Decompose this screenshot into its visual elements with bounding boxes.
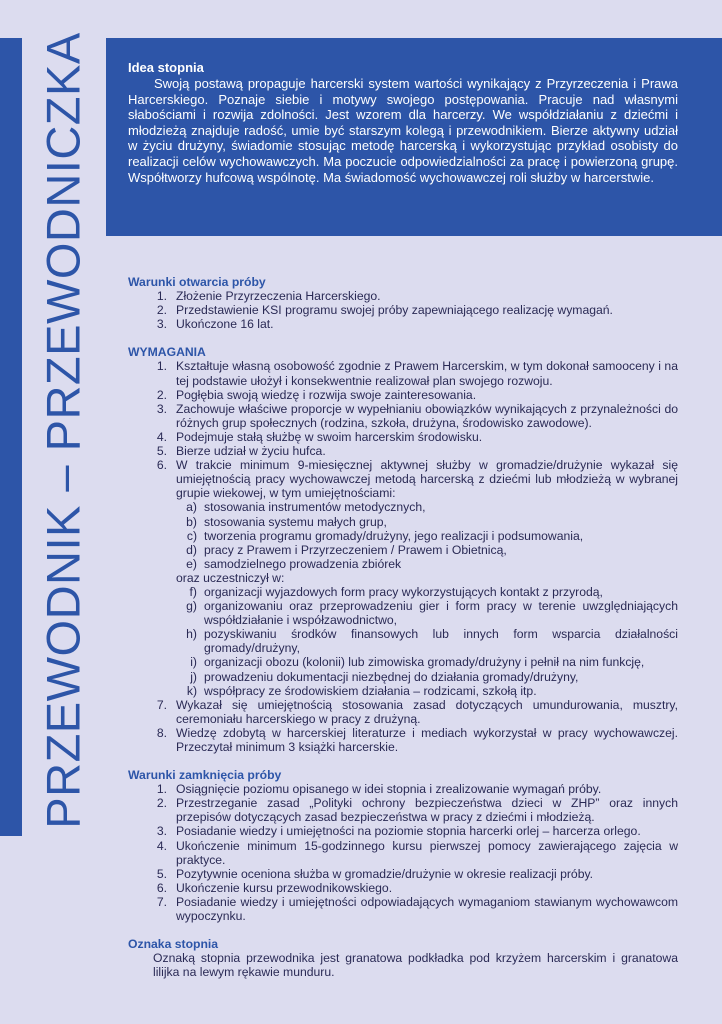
list-item: [176, 585, 678, 599]
list-item: [128, 881, 678, 895]
closing-list: [128, 782, 678, 923]
list-item: [176, 529, 678, 543]
list-item-number: 5.: [156, 866, 167, 881]
list-item: [176, 684, 678, 698]
badge-text: Oznaką stopnia przewodnika jest granatowa podkładka pod krzyżem harcerskim i granatowa lilijka na lewym rękawie munduru.: [153, 951, 678, 980]
list-item-text: organizacji obozu (kolonii) lub zimowiska gromady/drużyny i pełnił na nim funkcję,: [204, 655, 645, 670]
list-item-text: Podejmuje stałą służbę w swoim harcerskim środowisku.: [176, 429, 483, 444]
list-item-text: W trakcie minimum 9-miesięcznej aktywnej służby w gromadzie/drużynie wykazał się umiejętnością pracy wychowawczej metodą harcerską z dziećmi lub młodzieżą w wybranej grupie wiekowej, w tym umiejętnościami:: [176, 458, 678, 501]
list-item-text: Pozytywnie oceniona służba w gromadzie/drużynie w okresie realizacji próby.: [176, 866, 594, 881]
list-item-number: 2.: [156, 796, 167, 811]
list-item: [128, 726, 678, 754]
list-item-text: Wiedzę zdobytą w harcerskiej literaturze i mediach wykorzystał w pracy wychowawczej. Przeczytał minimum 3 książki harcerskie.: [176, 725, 678, 754]
list-item: [176, 557, 678, 571]
list-item-text: organizowaniu oraz przeprowadzeniu gier i form pracy w terenie uwzględniających współdziałanie i współzawodnictwo,: [204, 599, 678, 628]
list-item: [128, 867, 678, 881]
list-item: [128, 698, 678, 726]
list-item-text: Bierze udział w życiu hufca.: [176, 444, 326, 459]
list-item: [128, 303, 678, 317]
skills-sublist: [176, 500, 678, 570]
list-item-text: stosowania systemu małych grup,: [204, 514, 387, 529]
idea-box: [106, 38, 722, 236]
closing-title: Warunki zamknięcia próby: [128, 768, 282, 783]
main-content: [128, 275, 678, 979]
list-item-number: a): [186, 500, 197, 515]
list-item-text: Przedstawienie KSI programu swojej próby zapewniającego realizację wymagań.: [176, 303, 613, 318]
list-item: [128, 430, 678, 444]
list-item: [128, 444, 678, 458]
list-item-number: 5.: [156, 444, 167, 459]
list-item: [128, 402, 678, 430]
list-item: [176, 655, 678, 669]
list-item-text: organizacji wyjazdowych form pracy wykorzystujących kontakt z przyrodą,: [204, 584, 603, 599]
list-item: [176, 500, 678, 514]
list-item-text: pozyskiwaniu środków finansowych lub innych form wsparcia działalności gromady/drużyny,: [204, 627, 678, 656]
list-item-number: c): [186, 528, 197, 543]
list-item-text: tworzenia programu gromady/drużyny, jego realizacji i podsumowania,: [204, 528, 584, 543]
list-item-number: i): [190, 655, 197, 670]
list-item: [176, 543, 678, 557]
participation-sublist: [176, 585, 678, 698]
list-item-number: 2.: [156, 303, 167, 318]
list-item-number: 3.: [156, 824, 167, 839]
list-item: [128, 458, 678, 500]
list-item: [128, 289, 678, 303]
list-item-number: g): [186, 599, 197, 614]
side-title: PRZEWODNIK – PRZEWODNICZKA: [36, 31, 90, 829]
left-accent-bar: [0, 38, 22, 836]
list-item-text: Ukończone 16 lat.: [176, 317, 274, 332]
list-item: [128, 839, 678, 867]
list-item: [128, 317, 678, 331]
list-item-number: 1.: [156, 289, 167, 304]
list-item: [176, 670, 678, 684]
idea-text: Swoją postawą propaguje harcerski system wartości wynikający z Przyrzeczenia i Prawa Harcerskiego. Poznaje siebie i motywy swojego postępowania. Pracuje nad własnymi słabościami i rozwija zdolności. Jest wzorem dla harcerzy. We współdziałaniu z dziećmi i młodzieżą znajduje radość, umie być starszym kolegą i przewodnikiem. Bierze aktywny udział w życiu drużyny, świadomie stosując metodę harcerską i wykorzystując przykład osobisty do realizacji celów wychowawczych. Ma poczucie odpowiedzialności za pracę i powierzoną grupę. Współtworzy hufcową wspólnotę. Ma świadomość wychowawczej roli służby w harcerstwie.: [128, 76, 678, 185]
idea-title: Idea stopnia: [128, 60, 204, 75]
list-item-text: stosowania instrumentów metodycznych,: [204, 500, 426, 515]
list-item-number: f): [189, 584, 197, 599]
side-title-container: [34, 31, 92, 829]
list-item: [128, 796, 678, 824]
list-item: [128, 895, 678, 923]
list-item-text: Zachowuje właściwe proporcje w wypełnianiu obowiązków wynikających z przynależności do różnych grup społecznych (rodzina, szkoła, drużyna, środowisko zawodowe).: [176, 401, 678, 430]
list-item-number: 6.: [156, 458, 167, 473]
list-item-text: Pogłębia swoją wiedzę i rozwija swoje zainteresowania.: [176, 387, 477, 402]
list-item: [176, 599, 678, 627]
list-item-number: 2.: [156, 387, 167, 402]
list-item: [176, 627, 678, 655]
list-item-number: d): [186, 542, 197, 557]
opening-list: [128, 289, 678, 331]
list-item: [128, 782, 678, 796]
requirements-list-continued: [128, 698, 678, 754]
list-item-number: h): [186, 627, 197, 642]
list-item: [128, 359, 678, 387]
list-item-text: Ukończenie kursu przewodnikowskiego.: [176, 880, 393, 895]
list-item-text: Kształtuje własną osobowość zgodnie z Prawem Harcerskim, w tym dokonał samooceny i na tej podstawie ułożył i konsekwentnie realizował plan swojego rozwoju.: [176, 359, 678, 388]
list-item-text: samodzielnego prowadzenia zbiórek: [204, 556, 402, 571]
list-item-number: 1.: [156, 359, 167, 374]
also-participated: oraz uczestniczył w:: [176, 570, 285, 585]
list-item-text: Ukończenie minimum 15-godzinnego kursu pierwszej pomocy zawierającego zajęcia w praktyce.: [176, 838, 678, 867]
list-item-number: 8.: [156, 725, 167, 740]
list-item-number: 7.: [156, 697, 167, 712]
requirements-sub-wrapper: [128, 500, 678, 697]
list-item-number: 7.: [156, 894, 167, 909]
list-item-number: b): [186, 514, 197, 529]
list-item: [128, 388, 678, 402]
requirements-list: [128, 359, 678, 500]
list-item-text: pracy z Prawem i Przyrzeczeniem / Prawem i Obietnicą,: [204, 542, 507, 557]
list-item-text: Posiadanie wiedzy i umiejętności odpowiadających wymaganiom stawianym wychowawcom wypoczynku.: [176, 894, 678, 924]
opening-title: Warunki otwarcia próby: [128, 275, 266, 289]
requirements-title: WYMAGANIA: [128, 345, 206, 360]
list-item-text: Przestrzeganie zasad „Polityki ochrony bezpieczeństwa dzieci w ZHP” oraz innych przepisów dotyczących zasad bezpieczeństwa w pracy z dziećmi i młodzieżą.: [176, 796, 678, 825]
list-item-number: k): [186, 683, 197, 698]
list-item-number: 3.: [156, 401, 167, 416]
list-item-number: 3.: [156, 317, 167, 332]
list-item-number: j): [190, 669, 197, 684]
list-item-number: 4.: [156, 838, 167, 853]
list-item-text: prowadzeniu dokumentacji niezbędnej do działania gromady/drużyny,: [204, 669, 579, 684]
list-item-number: e): [186, 556, 197, 571]
list-item-text: Złożenie Przyrzeczenia Harcerskiego.: [176, 289, 381, 304]
list-item-number: 6.: [156, 880, 167, 895]
list-item-text: Osiągnięcie poziomu opisanego w idei stopnia i zrealizowanie wymagań próby.: [176, 782, 602, 797]
list-item-text: Posiadanie wiedzy i umiejętności na poziomie stopnia harcerki orlej – harcerza orlego.: [176, 824, 641, 839]
list-item-number: 1.: [156, 782, 167, 797]
list-item: [128, 824, 678, 838]
list-item: [176, 515, 678, 529]
list-item-number: 4.: [156, 429, 167, 444]
badge-title: Oznaka stopnia: [128, 937, 219, 952]
list-item-text: współpracy ze środowiskiem działania – rodzicami, szkołą itp.: [204, 683, 537, 698]
list-item-text: Wykazał się umiejętnością stosowania zasad dotyczących umundurowania, musztry, ceremoniału harcerskiego w pracy z drużyną.: [176, 697, 678, 726]
